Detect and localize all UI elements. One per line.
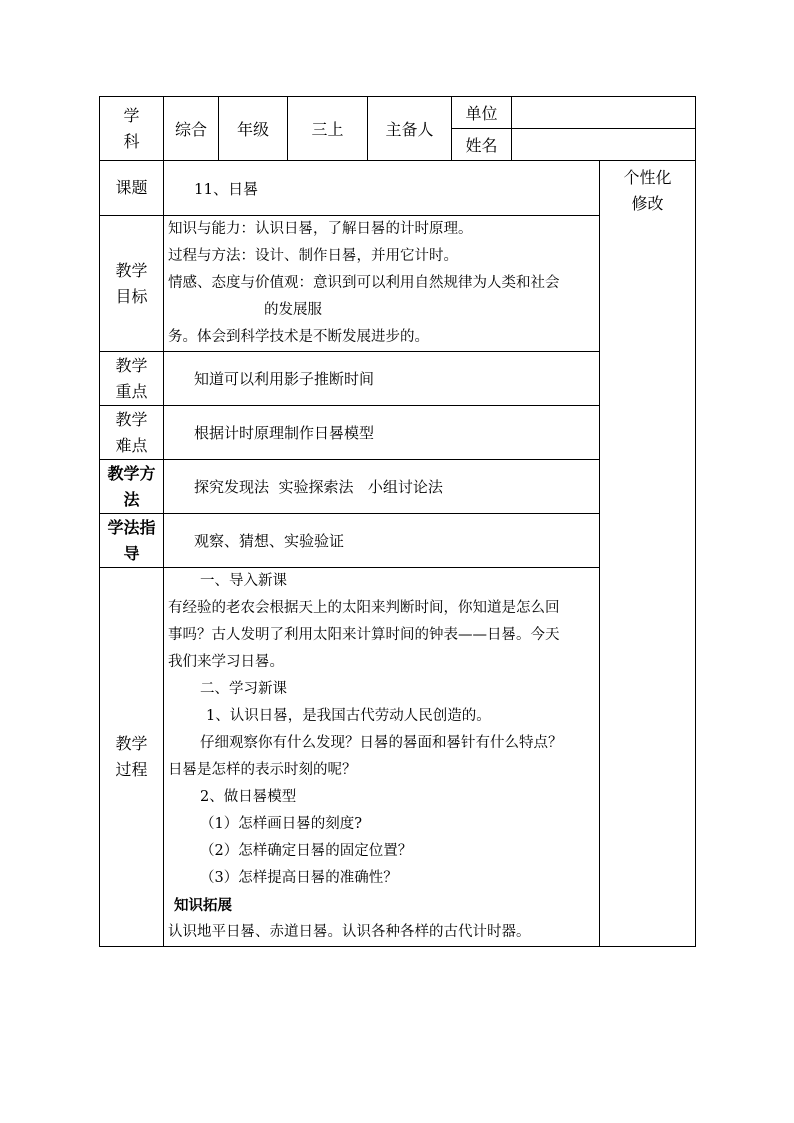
subject-label-1: 学: [123, 105, 140, 125]
process-line-13: 知识拓展: [174, 897, 232, 914]
goals-label-1: 教学: [115, 260, 148, 280]
methods-label-2: 法: [123, 489, 140, 509]
grade-value: 三上: [288, 97, 368, 161]
process-line-8: 日晷是怎样的表示时刻的呢？: [168, 762, 357, 778]
process-label-2: 过程: [115, 760, 148, 779]
process-line-7: 仔细观察你有什么发现？日晷的晷面和晷针有什么特点？: [200, 735, 563, 751]
subject-label-cell: [100, 97, 164, 161]
difficulties-value: 根据计时原理制作日晷模型: [164, 406, 600, 460]
guidance-label-1: 学法指: [107, 517, 156, 537]
subject-value: 综合: [164, 97, 219, 161]
revise-label-2: 修改: [631, 194, 664, 213]
name-label: 姓名: [452, 129, 512, 161]
process-line-14: 认识地平日晷、赤道日晷。认识各种各样的古代计时器。: [168, 924, 531, 940]
unit-label: 单位: [452, 97, 512, 129]
process-label-1: 教学: [115, 734, 148, 753]
process-line-10: （1）怎样画日晷的刻度?: [200, 816, 362, 832]
process-line-5: 二、学习新课: [200, 681, 287, 697]
revise-label-1: 个性化: [623, 168, 672, 187]
name-value: [512, 129, 696, 161]
goals-line-1: 知识与能力：认识日晷，了解日晷的计时原理。: [168, 221, 473, 237]
preparer-label: 主备人: [368, 97, 452, 161]
goals-line-4: 的发展服: [264, 302, 322, 318]
process-line-2: 有经验的老农会根据天上的太阳来判断时间，你知道是怎么回: [168, 600, 560, 616]
process-line-4: 我们来学习日晷。: [168, 654, 284, 670]
process-line-12: （3）怎样提高日晷的准确性？: [200, 870, 398, 886]
key-points-label-cell: [100, 352, 164, 406]
topic-label: 课题: [100, 161, 164, 216]
difficulties-label-1: 教学: [115, 409, 148, 429]
key-points-label-1: 教学: [115, 355, 148, 375]
goals-label-cell: [100, 216, 164, 352]
methods-value: 探究发现法 实验探索法 小组讨论法: [164, 460, 600, 514]
guidance-label-cell: [100, 514, 164, 568]
process-line-6: 1、认识日晷，是我国古代劳动人民创造的。: [206, 708, 491, 724]
key-points-value: 知道可以利用影子推断时间: [164, 352, 600, 406]
guidance-value: 观察、猜想、实验验证: [164, 514, 600, 568]
subject-label-2: 科: [123, 131, 140, 151]
goals-line-5: 务。体会到科学技术是不断发展进步的。: [168, 329, 429, 345]
grade-label: 年级: [219, 97, 288, 161]
process-line-1: 一、导入新课: [200, 573, 287, 589]
goals-line-3: 情感、态度与价值观：意识到可以利用自然规律为人类和社会: [168, 275, 560, 291]
difficulties-label-cell: [100, 406, 164, 460]
guidance-label-2: 导: [123, 543, 140, 563]
key-points-label-2: 重点: [115, 381, 148, 401]
goals-label-2: 目标: [115, 286, 148, 306]
methods-label-1: 教学方: [107, 463, 156, 483]
unit-value: [512, 97, 696, 129]
process-content: [164, 568, 600, 947]
methods-label-cell: [100, 460, 164, 514]
process-line-9: 2、做日晷模型: [200, 789, 297, 805]
process-label-cell: [100, 568, 164, 947]
goals-line-2: 过程与方法：设计、制作日晷，并用它计时。: [168, 248, 458, 264]
topic-value: 11、日晷: [164, 161, 600, 216]
difficulties-label-2: 难点: [115, 435, 148, 455]
goals-content: [164, 216, 600, 352]
process-line-3: 事吗？古人发明了利用太阳来计算时间的钟表——日晷。今天: [168, 627, 560, 643]
process-line-11: （2）怎样确定日晷的固定位置？: [200, 843, 413, 859]
revise-column: [600, 161, 696, 947]
lesson-plan-table: [99, 96, 696, 947]
